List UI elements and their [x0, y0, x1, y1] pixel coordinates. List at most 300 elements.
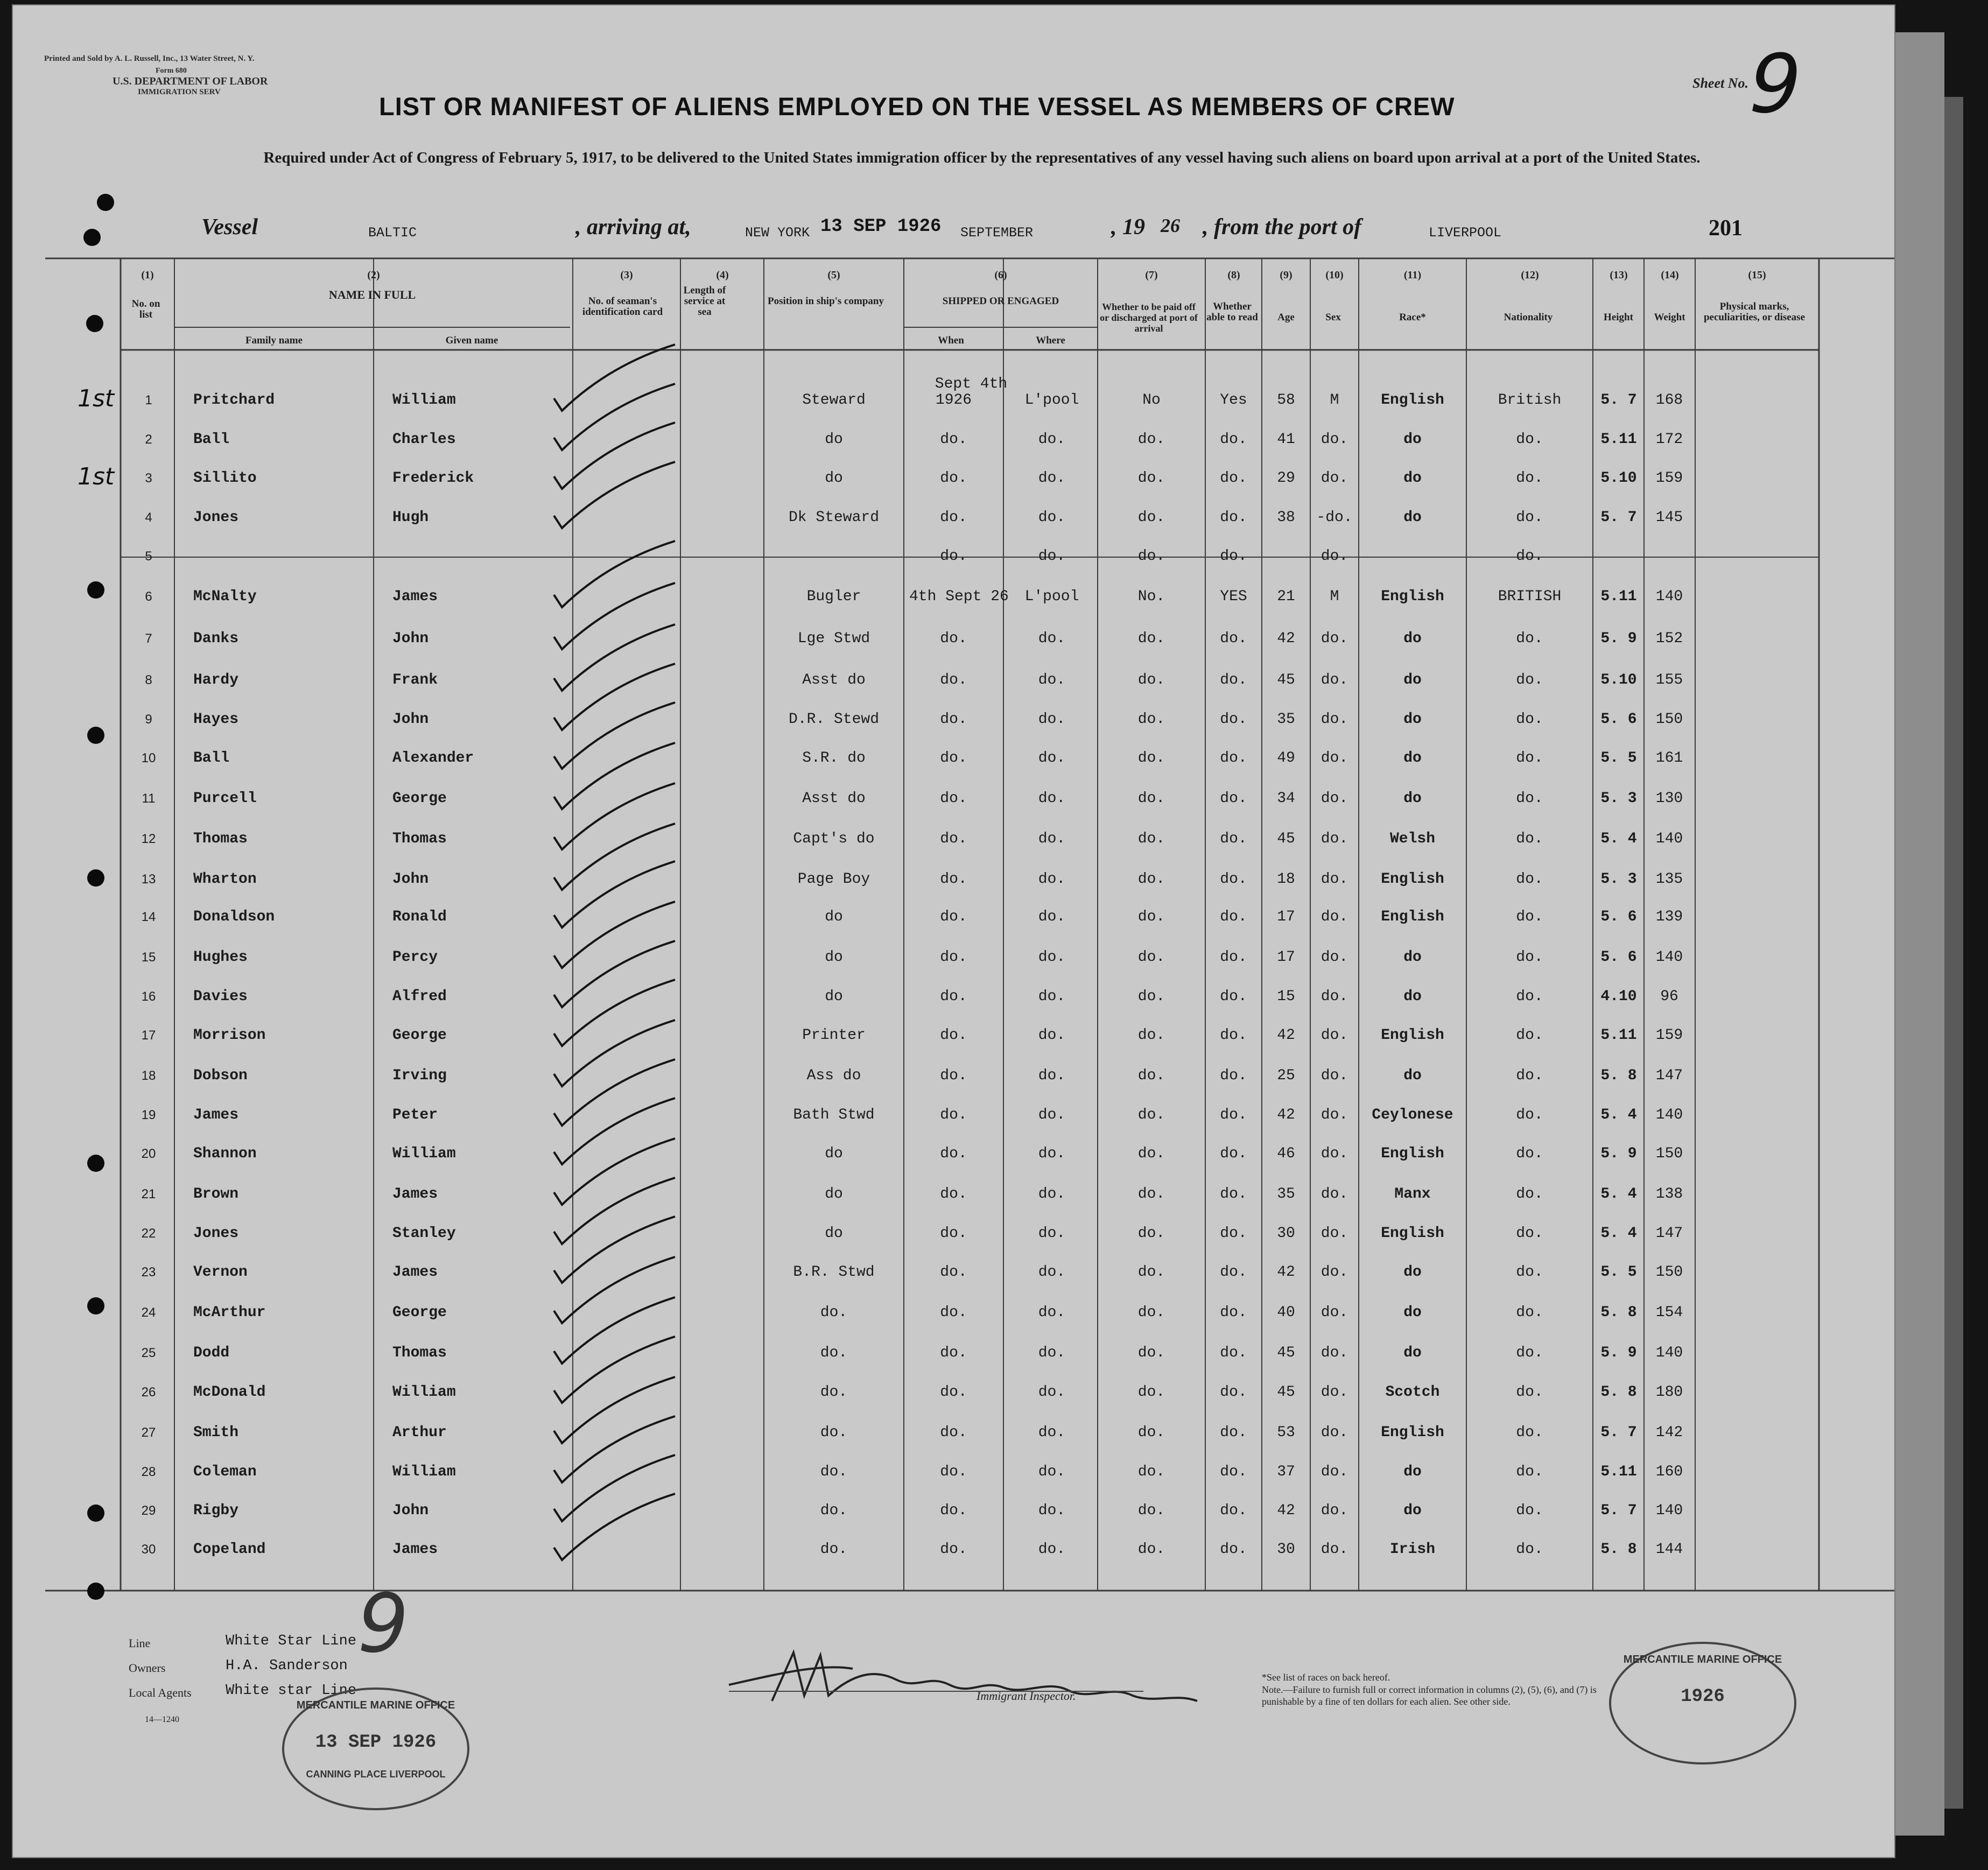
cell-paid: do. — [1137, 988, 1165, 1005]
cell-family: McDonald — [193, 1384, 266, 1401]
page-title: LIST OR MANIFEST OF ALIENS EMPLOYED ON THE VESSEL AS MEMBERS OF CREW — [379, 92, 1455, 121]
check-mark — [554, 1059, 675, 1126]
check-mark — [554, 743, 675, 809]
form-code: 14—1240 — [145, 1715, 179, 1724]
row-number: 10 — [141, 751, 156, 765]
cell-height: 5. 9 — [1600, 1345, 1637, 1361]
cell-when: do. — [940, 871, 967, 888]
owners-label: Owners — [129, 1661, 166, 1675]
cell-weight: 168 — [1655, 392, 1683, 409]
cell-when: do. — [940, 1384, 967, 1401]
cell-age: 35 — [1277, 1186, 1295, 1203]
cell-when: do. — [940, 750, 967, 767]
cell-age: 34 — [1277, 790, 1295, 807]
cell-given: Frank — [392, 672, 438, 688]
check-mark — [554, 824, 675, 890]
cell-family: Hayes — [193, 711, 239, 728]
cell-nat: do. — [1516, 711, 1543, 728]
check-mark — [554, 1455, 675, 1521]
cell-read: do. — [1220, 1225, 1247, 1242]
arriving-label: , arriving at, — [575, 215, 691, 240]
cell-given: William — [392, 392, 456, 409]
cell-age: 42 — [1277, 1264, 1295, 1281]
margin-mark: 1st — [78, 463, 115, 490]
cell-height: 5. 6 — [1600, 949, 1637, 966]
row-number: 8 — [145, 673, 152, 687]
cell-race: do — [1403, 790, 1422, 807]
header-height: Height — [1604, 312, 1633, 323]
cell-weight: 140 — [1655, 588, 1683, 605]
cell-given: Frederick — [392, 470, 474, 487]
cell-nat: do. — [1516, 1186, 1543, 1203]
cell-sex: do. — [1320, 1186, 1348, 1203]
cell-paid: No. — [1137, 588, 1165, 605]
header-paid-off: Whether to be paid off or discharged at port of arrival — [1100, 301, 1198, 334]
cell-weight: 147 — [1655, 1067, 1683, 1084]
cell-race: Scotch — [1385, 1384, 1440, 1401]
year-suffix: 26 — [1161, 215, 1180, 236]
cell-paid: do. — [1137, 909, 1165, 925]
cell-given: Arthur — [392, 1424, 447, 1441]
cell-sex: do. — [1320, 1067, 1348, 1084]
cell-nat: do. — [1516, 909, 1543, 925]
cell-paid: do. — [1137, 1027, 1165, 1044]
cell-position: S.R. do — [802, 750, 866, 767]
row-number: 28 — [141, 1465, 156, 1479]
header-sex: Sex — [1325, 312, 1341, 323]
check-mark — [554, 702, 675, 769]
vessel-name: BALTIC — [368, 225, 417, 241]
cell-paid: do. — [1137, 1384, 1165, 1401]
handwritten-nine: 9 — [357, 1577, 409, 1671]
column-number: (11) — [1403, 269, 1422, 281]
binder-hole — [87, 869, 104, 887]
cell-nat: do. — [1516, 831, 1543, 847]
cell-weight: 160 — [1655, 1464, 1683, 1480]
cell-sex: do. — [1320, 750, 1348, 767]
binder-hole — [87, 727, 104, 744]
cell-family: Dobson — [193, 1067, 248, 1084]
cell-age: 41 — [1277, 431, 1295, 448]
binder-hole — [87, 581, 104, 599]
header-seaman-id: No. of seaman's identification card — [582, 296, 663, 318]
row-number: 3 — [145, 471, 152, 486]
cell-paid: do. — [1137, 470, 1165, 487]
cell-race: do — [1403, 470, 1422, 487]
cell-when: do. — [940, 672, 967, 688]
cell-when: do. — [940, 431, 967, 448]
header-given-name: Given name — [445, 335, 498, 346]
check-mark — [554, 423, 675, 489]
agents-label: Local Agents — [129, 1686, 192, 1699]
cell-race: Irish — [1389, 1541, 1435, 1558]
header-shipped: SHIPPED OR ENGAGED — [942, 296, 1059, 307]
cell-sex: do. — [1320, 909, 1348, 925]
cell-family: Copeland — [193, 1541, 266, 1558]
cell-height: 5.11 — [1600, 431, 1637, 448]
check-mark — [554, 462, 675, 528]
cell-given: Peter — [392, 1107, 438, 1123]
column-number: (10) — [1325, 269, 1344, 281]
cell-weight: 96 — [1660, 988, 1678, 1005]
row-number: 4 — [145, 510, 152, 525]
cell-position: do — [825, 1225, 843, 1242]
cell-age: 30 — [1277, 1225, 1295, 1242]
cell-race: Manx — [1394, 1186, 1431, 1203]
year-prefix: , 19 — [1111, 215, 1145, 240]
cell-given: Irving — [392, 1067, 447, 1084]
cell-paid: do. — [1137, 1304, 1165, 1321]
cell-family: Hardy — [193, 672, 239, 688]
cell-given: Charles — [392, 431, 456, 448]
cell-sex: M — [1330, 392, 1339, 409]
cell-when: do. — [940, 1345, 967, 1361]
cell-height: 4.10 — [1600, 988, 1637, 1005]
cell-where: L'pool — [1024, 588, 1079, 605]
cell-paid: do. — [1137, 831, 1165, 847]
cell-when: do. — [940, 1264, 967, 1281]
owners-value: H.A. Sanderson — [226, 1658, 348, 1674]
cell-height: 5. 8 — [1600, 1067, 1637, 1084]
cell-given: George — [392, 1304, 447, 1321]
cell-age: 37 — [1277, 1464, 1295, 1480]
cell-given: James — [392, 588, 438, 605]
cell-race: English — [1381, 1145, 1444, 1162]
header-length-service: Length of service at sea — [683, 285, 726, 318]
check-mark — [554, 664, 675, 730]
cell-weight: 150 — [1655, 711, 1683, 728]
check-mark — [554, 1377, 675, 1443]
cell-age: 40 — [1277, 1304, 1295, 1321]
row-number: 7 — [145, 631, 152, 646]
check-mark — [554, 783, 675, 849]
row-number: 14 — [141, 910, 156, 924]
cell-where: do. — [1038, 949, 1066, 966]
page-edge — [1893, 32, 1944, 1836]
column-number: (6) — [994, 269, 1007, 281]
cell-weight: 140 — [1655, 1502, 1683, 1519]
cell-read: do. — [1220, 470, 1247, 487]
cell-position: do. — [820, 1541, 848, 1558]
cell-sex: do. — [1320, 1424, 1348, 1441]
cell-read: do. — [1220, 1264, 1247, 1281]
column-number: (12) — [1521, 269, 1539, 281]
agents-value: White star Line — [226, 1683, 357, 1699]
cell-weight: 140 — [1655, 1107, 1683, 1123]
cell-weight: 140 — [1655, 831, 1683, 847]
cell-read: do. — [1220, 988, 1247, 1005]
cell-age: 49 — [1277, 750, 1295, 767]
cell-nat: do. — [1516, 1145, 1543, 1162]
arrival-port: NEW YORK — [745, 225, 810, 241]
cell-weight: 139 — [1655, 909, 1683, 925]
cell-weight: 150 — [1655, 1145, 1683, 1162]
cell-sex: do. — [1320, 548, 1348, 565]
penalty-note: Note.—Failure to furnish full or correct information in columns (2), (5), (6), and (7) is punishable by a fine of ten dollars for each alien. See other side. — [1262, 1684, 1597, 1707]
cell-family: McArthur — [193, 1304, 266, 1321]
cell-height: 5. 6 — [1600, 711, 1637, 728]
cell-sex: do. — [1320, 1304, 1348, 1321]
cell-race: do — [1403, 1304, 1422, 1321]
cell-given: James — [392, 1186, 438, 1203]
cell-age: 42 — [1277, 630, 1295, 647]
cell-position: Asst do — [802, 672, 866, 688]
cell-read: do. — [1220, 871, 1247, 888]
cell-height: 5. 5 — [1600, 750, 1637, 767]
cell-sex: -do. — [1316, 509, 1353, 526]
cell-family: Ball — [193, 431, 230, 448]
cell-weight: 154 — [1655, 1304, 1683, 1321]
column-number: (1) — [141, 269, 154, 281]
cell-when: do. — [940, 711, 967, 728]
check-mark — [554, 1098, 675, 1164]
cell-when: do. — [940, 949, 967, 966]
cell-family: Ball — [193, 750, 230, 767]
cell-read: do. — [1220, 509, 1247, 526]
cell-race: do — [1403, 988, 1422, 1005]
cell-family: Danks — [193, 630, 239, 647]
column-number: (9) — [1280, 269, 1292, 281]
cell-weight: 140 — [1655, 1345, 1683, 1361]
cell-age: 17 — [1277, 949, 1295, 966]
cell-race: English — [1381, 588, 1444, 605]
printer-line: Printed and Sold by A. L. Russell, Inc., 13 Water Street, N. Y. — [44, 54, 255, 63]
cell-position: D.R. Stewd — [788, 711, 880, 728]
cell-family: Hughes — [193, 949, 248, 966]
check-mark — [554, 345, 675, 411]
row-number: 20 — [141, 1147, 156, 1161]
header-weight: Weight — [1654, 312, 1685, 323]
cell-sex: do. — [1320, 790, 1348, 807]
cell-read: do. — [1220, 1067, 1247, 1084]
cell-where: L'pool — [1024, 392, 1079, 409]
cell-read: do. — [1220, 790, 1247, 807]
cell-nat: do. — [1516, 470, 1543, 487]
vessel-label: Vessel — [201, 215, 258, 240]
cell-sex: do. — [1320, 672, 1348, 688]
cell-where: do. — [1038, 1186, 1066, 1203]
cell-height: 5. 3 — [1600, 790, 1637, 807]
cell-read: do. — [1220, 1502, 1247, 1519]
cell-read: do. — [1220, 1541, 1247, 1558]
cell-position: do. — [820, 1345, 848, 1361]
cell-weight: 159 — [1655, 1027, 1683, 1044]
cell-nat: do. — [1516, 1345, 1543, 1361]
cell-sex: do. — [1320, 1541, 1348, 1558]
cell-paid: do. — [1137, 1107, 1165, 1123]
cell-when: do. — [940, 548, 967, 565]
shipped-when-header: Sept 4th — [935, 376, 1008, 392]
cell-nat: do. — [1516, 949, 1543, 966]
cell-position: do — [825, 1145, 843, 1162]
cell-given: Hugh — [392, 509, 429, 526]
cell-position: do — [825, 431, 843, 448]
cell-given: Ronald — [392, 909, 447, 925]
cell-paid: do. — [1137, 630, 1165, 647]
cell-when: do. — [940, 1186, 967, 1203]
row-number: 17 — [141, 1028, 156, 1043]
stamp2-year: 1926 — [1681, 1686, 1725, 1707]
margin-mark: 1st — [78, 385, 115, 412]
cell-height: 5.11 — [1600, 1464, 1637, 1480]
cell-read: do. — [1220, 1107, 1247, 1123]
cell-nat: do. — [1516, 548, 1543, 565]
cell-nat: do. — [1516, 672, 1543, 688]
column-number: (13) — [1610, 269, 1628, 281]
cell-height: 5. 7 — [1600, 1424, 1637, 1441]
cell-paid: do. — [1137, 1145, 1165, 1162]
cell-position: do. — [820, 1304, 848, 1321]
cell-family: Shannon — [193, 1145, 257, 1162]
column-number: (7) — [1145, 269, 1158, 281]
cell-position: Dk Steward — [788, 509, 880, 526]
cell-sex: do. — [1320, 711, 1348, 728]
cell-weight: 150 — [1655, 1264, 1683, 1281]
cell-where: do. — [1038, 431, 1066, 448]
check-mark — [554, 861, 675, 927]
cell-where: do. — [1038, 909, 1066, 925]
service: IMMIGRATION SERV — [138, 88, 221, 96]
cell-weight: 155 — [1655, 672, 1683, 688]
cell-position: Asst do — [802, 790, 866, 807]
header-when: When — [938, 335, 964, 346]
inspector-label: Immigrant Inspector. — [977, 1689, 1076, 1703]
mercantile-stamp-2 — [1609, 1642, 1796, 1764]
cell-read: YES — [1220, 588, 1247, 605]
cell-paid: No — [1142, 392, 1161, 409]
sheet-number: 9 — [1739, 38, 1810, 131]
cell-age: 15 — [1277, 988, 1295, 1005]
binder-hole — [97, 194, 114, 211]
cell-read: do. — [1220, 672, 1247, 688]
inspector-signature — [713, 1642, 1224, 1723]
row-number: 9 — [145, 712, 152, 727]
cell-nat: do. — [1516, 988, 1543, 1005]
cell-sex: do. — [1320, 1464, 1348, 1480]
cell-family: James — [193, 1107, 239, 1123]
cell-when: do. — [940, 790, 967, 807]
cell-height: 5. 7 — [1600, 392, 1637, 409]
cell-nat: do. — [1516, 1541, 1543, 1558]
cell-sex: do. — [1320, 871, 1348, 888]
cell-weight: 180 — [1655, 1384, 1683, 1401]
cell-sex: do. — [1320, 1107, 1348, 1123]
cell-height: 5. 5 — [1600, 1264, 1637, 1281]
cell-paid: do. — [1137, 1225, 1165, 1242]
header-race: Race* — [1399, 312, 1426, 323]
cell-where: do. — [1038, 750, 1066, 767]
cell-height: 5. 7 — [1600, 1502, 1637, 1519]
row-number: 23 — [141, 1265, 156, 1280]
cell-height: 5.10 — [1600, 672, 1637, 688]
row-number: 26 — [141, 1385, 156, 1400]
cell-when: do. — [940, 988, 967, 1005]
cell-when: do. — [940, 1107, 967, 1123]
cell-sex: do. — [1320, 831, 1348, 847]
cell-family: Sillito — [193, 470, 257, 487]
cell-weight: 152 — [1655, 630, 1683, 647]
cell-position: B.R. Stwd — [793, 1264, 875, 1281]
cell-where: do. — [1038, 1145, 1066, 1162]
cell-position: Lge Stwd — [797, 630, 870, 647]
cell-nat: do. — [1516, 1304, 1543, 1321]
cell-when: do. — [940, 1225, 967, 1242]
cell-where: do. — [1038, 1225, 1066, 1242]
cell-sex: do. — [1320, 1264, 1348, 1281]
manifest-sheet — [12, 4, 1895, 1858]
binder-hole — [87, 1155, 104, 1172]
cell-when: do. — [940, 1424, 967, 1441]
cell-family: Coleman — [193, 1464, 257, 1480]
cell-where: do. — [1038, 1067, 1066, 1084]
cell-age: 17 — [1277, 909, 1295, 925]
cell-when: do. — [940, 1067, 967, 1084]
cell-where: do. — [1038, 470, 1066, 487]
check-mark — [554, 902, 675, 968]
cell-position: Ass do — [806, 1067, 861, 1084]
cell-family: Vernon — [193, 1264, 248, 1281]
cell-paid: do. — [1137, 509, 1165, 526]
row-number: 27 — [141, 1425, 156, 1440]
cell-when: 1926 — [935, 392, 972, 409]
cell-where: do. — [1038, 1424, 1066, 1441]
cell-sex: do. — [1320, 1225, 1348, 1242]
cell-read: do. — [1220, 1464, 1247, 1480]
column-number: (15) — [1748, 269, 1766, 281]
binder-hole — [87, 1583, 104, 1600]
cell-read: do. — [1220, 1304, 1247, 1321]
cell-nat: do. — [1516, 1384, 1543, 1401]
cell-paid: do. — [1137, 790, 1165, 807]
row-number: 1 — [145, 393, 152, 407]
cell-age: 45 — [1277, 831, 1295, 847]
cell-height: 5. 8 — [1600, 1541, 1637, 1558]
cell-where: do. — [1038, 509, 1066, 526]
cell-age: 45 — [1277, 1384, 1295, 1401]
check-mark — [554, 1217, 675, 1283]
stamp-top-text: MERCANTILE MARINE OFFICE — [296, 1699, 455, 1711]
cell-paid: do. — [1137, 711, 1165, 728]
cell-age: 53 — [1277, 1424, 1295, 1441]
cell-given: John — [392, 630, 429, 647]
cell-where: do. — [1038, 790, 1066, 807]
row-number: 2 — [145, 432, 152, 447]
cell-race: English — [1381, 871, 1444, 888]
cell-position: do. — [820, 1424, 848, 1441]
cell-paid: do. — [1137, 1464, 1165, 1480]
cell-position: Steward — [802, 392, 866, 409]
cell-where: do. — [1038, 988, 1066, 1005]
cell-weight: 138 — [1655, 1186, 1683, 1203]
cell-where: do. — [1038, 1384, 1066, 1401]
header-physical-marks: Physical marks, peculiarities, or disease — [1703, 301, 1806, 323]
cell-race: do — [1403, 711, 1422, 728]
row-number: 11 — [142, 791, 156, 806]
cell-weight: 145 — [1655, 509, 1683, 526]
cell-family: McNalty — [193, 588, 257, 605]
row-number: 16 — [141, 989, 156, 1004]
header-family-name: Family name — [245, 335, 303, 346]
row-number: 25 — [141, 1346, 156, 1360]
cell-given: James — [392, 1264, 438, 1281]
cell-nat: do. — [1516, 1107, 1543, 1123]
cell-read: do. — [1220, 548, 1247, 565]
cell-race: do — [1403, 1502, 1422, 1519]
cell-height: 5. 8 — [1600, 1304, 1637, 1321]
line-label: Line — [129, 1636, 151, 1650]
cell-height: 5.11 — [1600, 588, 1637, 605]
check-mark — [554, 1257, 675, 1323]
